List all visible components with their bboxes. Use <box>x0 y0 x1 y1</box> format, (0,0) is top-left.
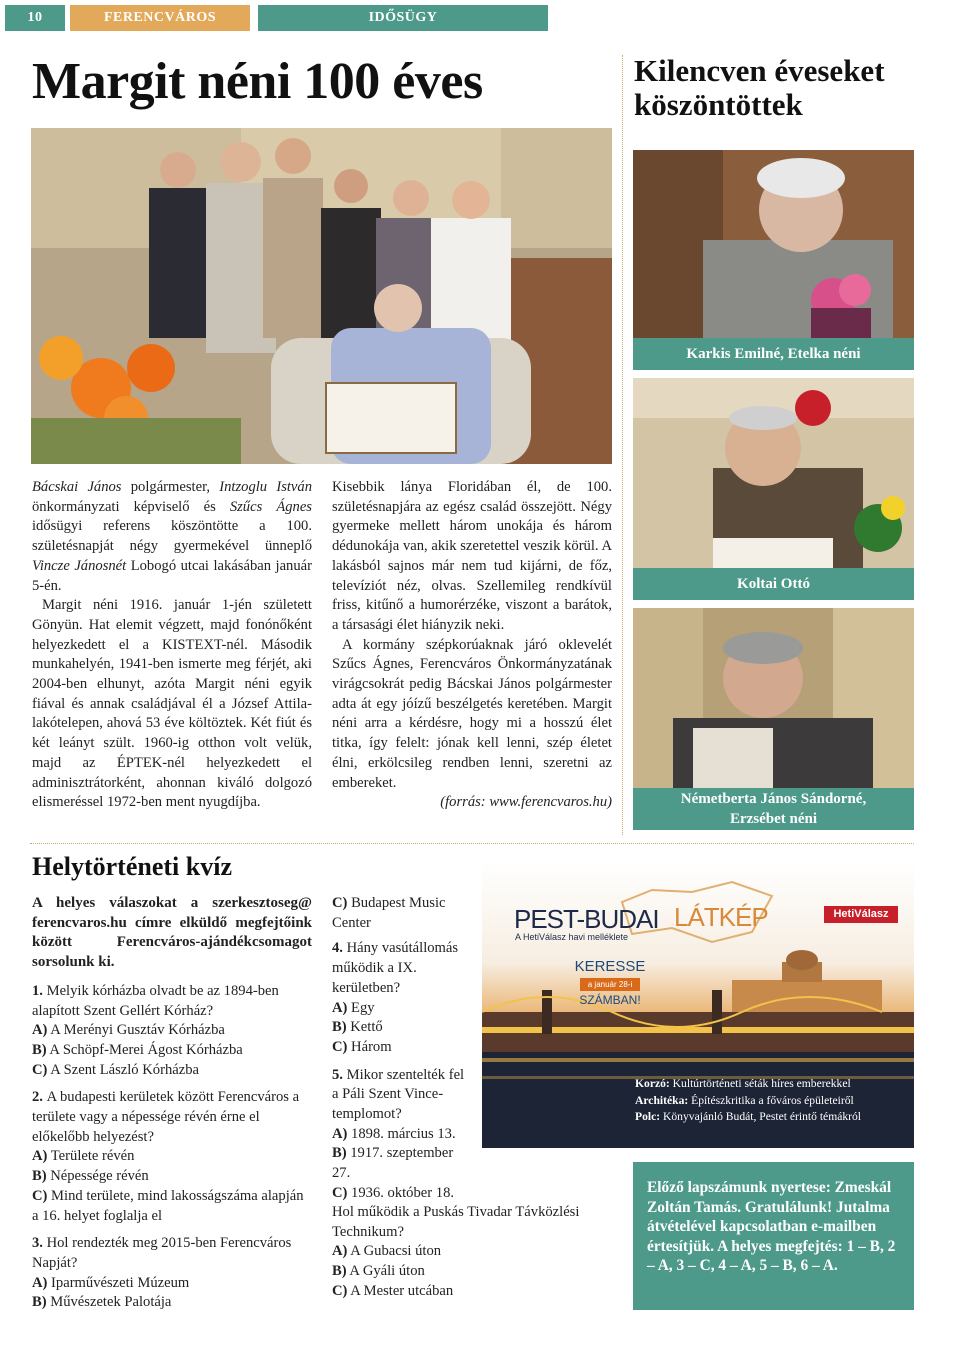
ad-keresse: KERESSE <box>574 958 646 975</box>
answer-text: Mind területe, mind lakosságszáma alapján a 16. helyet foglalja el <box>32 1187 304 1224</box>
quiz-answer <box>32 1061 312 1081</box>
question-text <box>32 982 312 1021</box>
page-number: 10 <box>5 5 65 31</box>
answer-text: Egy <box>347 999 375 1016</box>
caption-nemetberta <box>633 788 914 830</box>
ad-date: a január 28-i <box>580 978 640 991</box>
question-number: 1. <box>32 982 47 999</box>
man-with-certificate-photo <box>633 378 914 568</box>
question-body: A budapesti kerületek között Ferencváros a területe vagy a népessége révén érne el előkelőbb helyezést? <box>32 1089 300 1145</box>
quiz-answer <box>332 1282 617 1302</box>
text-run: idősügyi referens köszöntötte a 100. születésnapját négy gyermekével ünneplő <box>32 518 312 555</box>
quiz-answer <box>332 894 474 933</box>
question-text <box>332 1203 617 1242</box>
answer-letter: B) <box>332 1145 347 1162</box>
ad-line-label: Architéka: <box>635 1093 689 1107</box>
answer-letter: C) <box>332 1184 348 1201</box>
quiz-answer <box>332 1262 617 1282</box>
answer-letter: B) <box>332 1019 347 1036</box>
quiz-answer <box>332 1018 474 1038</box>
answer-letter: C) <box>32 1187 48 1204</box>
person-name: Szűcs Ágnes <box>229 498 312 515</box>
article-source: (forrás: www.ferencvaros.hu) <box>440 794 612 811</box>
column-divider <box>622 55 623 835</box>
ad-line <box>635 1093 861 1110</box>
quiz-intro: A helyes válaszokat a szerkesztoseg@ ferencvaros.hu címre elküldő megfejtőink között Ferencváros-ajándékcsomagot sorsolunk ki. <box>32 895 312 971</box>
quiz-answer <box>32 1021 312 1041</box>
caption-text: Erzsébet néni <box>729 811 818 827</box>
ad-title-2: LÁTKÉP <box>674 902 768 932</box>
question-body: Melyik kórházba olvadt be az 1894-ben alapított Szent Gellért Kórház? <box>32 982 279 1019</box>
article-paragraph: A kormány szépkorúaknak járó oklevelét Szűcs Ágnes, Ferencváros Önkormányzatának virágcsokrát pedig Bácskai János polgármester adta át egy jóízű beszélgetés keretében. Margit néni arra a kérdésre, hogy mi a hosszú élet titka, így felelt: jónak kell lenni, szép életet élni, erkölcsileg rendben lenni, szeretni az embereket. <box>332 636 612 791</box>
answer-letter: A) <box>32 1022 48 1039</box>
section-divider <box>30 843 914 844</box>
question-text <box>332 1066 474 1125</box>
ad-line-label: Korzó: <box>635 1077 670 1090</box>
question-text <box>332 939 474 998</box>
answer-text: Budapest Music Center <box>332 895 446 931</box>
question-number: 5. <box>332 1066 347 1083</box>
quiz-answer <box>332 1125 474 1145</box>
answer-letter: C) <box>332 895 348 911</box>
answer-letter: A) <box>32 1274 48 1291</box>
article-title: Margit néni 100 éves <box>32 53 483 110</box>
quiz-answer <box>32 1187 312 1226</box>
hetivalasz-logo: HetiVálasz <box>824 906 898 923</box>
answer-text: Művészetek Palotája <box>46 1294 172 1311</box>
question-text <box>32 1234 312 1273</box>
ad-line-text: Könyvajánló Budát, Pestet érintő témákról <box>663 1110 862 1123</box>
answer-text: A Gyáli úton <box>346 1263 425 1280</box>
question-text <box>32 1088 312 1147</box>
caption-koltai <box>633 568 914 600</box>
person-name: Bácskai János <box>32 479 122 495</box>
quiz-answer <box>32 1147 312 1167</box>
question-body: Mikor szentelték fel a Páli Szent Vince-templomot? <box>332 1066 465 1123</box>
ad-line-text: Kultúrtörténeti séták híres emberekkel <box>672 1077 851 1090</box>
section-label: IDŐSÜGY <box>258 5 548 31</box>
answer-letter: A) <box>332 999 348 1016</box>
text-run: Lobogó utcai lakásában január 5-én. <box>32 557 312 594</box>
answer-text: 1936. október 18. <box>347 1184 455 1201</box>
ad-line-text: Építészkritika a főváros épületeiről <box>691 1093 854 1107</box>
article-column-2 <box>332 478 612 813</box>
question-body: Hány vasútállomás működik a IX. kerületben? <box>332 940 459 996</box>
answer-text: A Merényi Gusztáv Kórházba <box>47 1022 225 1039</box>
text-run: polgármester, <box>121 479 220 495</box>
quiz-title: Helytörténeti kvíz <box>32 852 232 881</box>
quiz-answer <box>332 1184 474 1204</box>
ad-lines <box>635 1076 861 1126</box>
quiz-column-1 <box>32 894 312 1313</box>
pest-budai-latkep-ad[interactable] <box>482 862 914 1148</box>
quiz-question <box>332 1066 474 1204</box>
answer-text: Népessége révén <box>46 1168 149 1185</box>
answer-letter: A) <box>332 1125 348 1142</box>
question-number: 2. <box>32 1089 47 1106</box>
answer-letter: A) <box>32 1148 48 1165</box>
quiz-question <box>32 982 312 1081</box>
answer-text: Kettő <box>346 1019 383 1036</box>
woman-portrait-photo <box>633 608 914 788</box>
quiz-answer <box>332 1038 474 1058</box>
question-body: Hol működik a Puskás Tivadar Távközlési Technikum? <box>332 1204 580 1240</box>
district-label: FERENCVÁROS <box>70 5 250 31</box>
quiz-questions <box>332 1203 617 1302</box>
text-run: önkormányzati képviselő és <box>32 498 230 515</box>
quiz-question <box>32 1234 312 1313</box>
article-paragraph <box>32 478 312 596</box>
person-name: Intzoglu István <box>219 479 312 495</box>
ad-issue: SZÁMBAN! <box>579 993 641 1007</box>
caption-text: Németberta János Sándorné, <box>680 791 867 807</box>
ad-subtitle: A HetiVálasz havi melléklete <box>515 932 629 942</box>
woman-with-flowers-photo <box>633 150 914 338</box>
quiz-answer <box>332 1144 474 1183</box>
question-body: Hol rendezték meg 2015-ben Ferencváros Napját? <box>32 1235 292 1271</box>
quiz-answer <box>32 1274 312 1294</box>
answer-letter: B) <box>32 1041 47 1058</box>
ad-title: PEST-BUDAI <box>514 904 659 934</box>
question-number: 3. <box>32 1235 47 1252</box>
answer-text: A Schöpf-Merei Ágost Kórházba <box>46 1041 243 1058</box>
answer-text: A Gubacsi úton <box>347 1243 442 1260</box>
article-paragraph: Margit néni 1916. január 1-jén született Gönyün. Hat elemit végzett, majd fonónőként helyezkedett el a KISTEXT-nél. Második munkahelyén, 1941-ben ismerte meg férjét, aki 2004-ben elhunyt, azóta Margit néni egyik fiával és annak családjával él a József Attila-lakótelepen, ahová 53 éve költöztek. Két fiút és két leányt szült. 1960-ig otthon volt velük, majd az ÉPTEK-nél helyezkedett el adminisztrátorként, ahonnan kiváló dolgozó elismeréssel 1972-ben ment nyugdíjba. <box>32 597 312 811</box>
answer-text: 1917. szeptember 27. <box>332 1145 454 1182</box>
quiz-answer <box>332 1242 617 1262</box>
caption-text: Karkis Emilné, Etelka néni <box>686 346 861 362</box>
quiz-question <box>332 1203 617 1302</box>
answer-text: A Mester utcában <box>347 1282 454 1299</box>
ad-line <box>635 1076 861 1093</box>
answer-text: A Szent László Kórházba <box>47 1061 199 1078</box>
question-number: 4. <box>332 940 347 957</box>
caption-text: Koltai Ottó <box>737 576 810 592</box>
answer-text: Iparművészeti Múzeum <box>47 1274 190 1291</box>
answer-letter: B) <box>32 1294 47 1311</box>
answer-text: 1898. március 13. <box>347 1125 456 1142</box>
winner-text: Előző lapszámunk nyertese: Zmeskál Zoltán Tamás. Gratulálunk! Jutalma átvételével kapcsolatban e-mailben értesítjük. A helyes megfejtés: 1 – B, 2 – A, 3 – C, 4 – A, 5 – B, 6 – A. <box>647 1179 896 1275</box>
answer-letter: C) <box>332 1282 348 1299</box>
quiz-answer <box>32 1041 312 1061</box>
article-column-1 <box>32 478 312 813</box>
quiz-column-2 <box>332 894 474 1204</box>
answer-text: Három <box>347 1038 392 1055</box>
quiz-questions <box>332 939 474 1203</box>
answer-letter: A) <box>332 1243 348 1260</box>
answer-letter: B) <box>32 1168 47 1185</box>
answer-text: Területe révén <box>47 1148 135 1165</box>
quiz-answer <box>332 999 474 1019</box>
quiz-answer <box>32 1167 312 1187</box>
winner-box <box>633 1162 914 1310</box>
answer-letter: C) <box>32 1061 48 1078</box>
ad-line <box>635 1109 861 1126</box>
person-name: Vincze Jánosnét <box>32 557 127 574</box>
quiz-question <box>332 939 474 1057</box>
group-photo <box>31 128 612 464</box>
quiz-answer <box>32 1293 312 1313</box>
ad-line-label: Polc: <box>635 1110 661 1123</box>
quiz-column-2-bottom <box>332 1203 617 1302</box>
quiz-question <box>32 1088 312 1226</box>
answer-letter: C) <box>332 1038 348 1055</box>
article-paragraph: Kisebbik lánya Floridában él, de 100. születésnapjára az egész család összejött. Négy gyermeke mellett három unokája és három dédunokája van, akik szeretettel veszik körül. A lakásból sajnos már nem tud kijárni, de főz, televíziót néz, olvas. Szellemileg rendkívül friss, kitűnő a humorérzéke, viszont a barátok, a társasági élet hiányzik neki. <box>332 479 612 633</box>
caption-karkis <box>633 338 914 370</box>
answer-letter: B) <box>332 1263 347 1280</box>
sidebar-title: Kilencven éveseket köszöntöttek <box>634 53 885 122</box>
quiz-questions <box>32 982 312 1313</box>
